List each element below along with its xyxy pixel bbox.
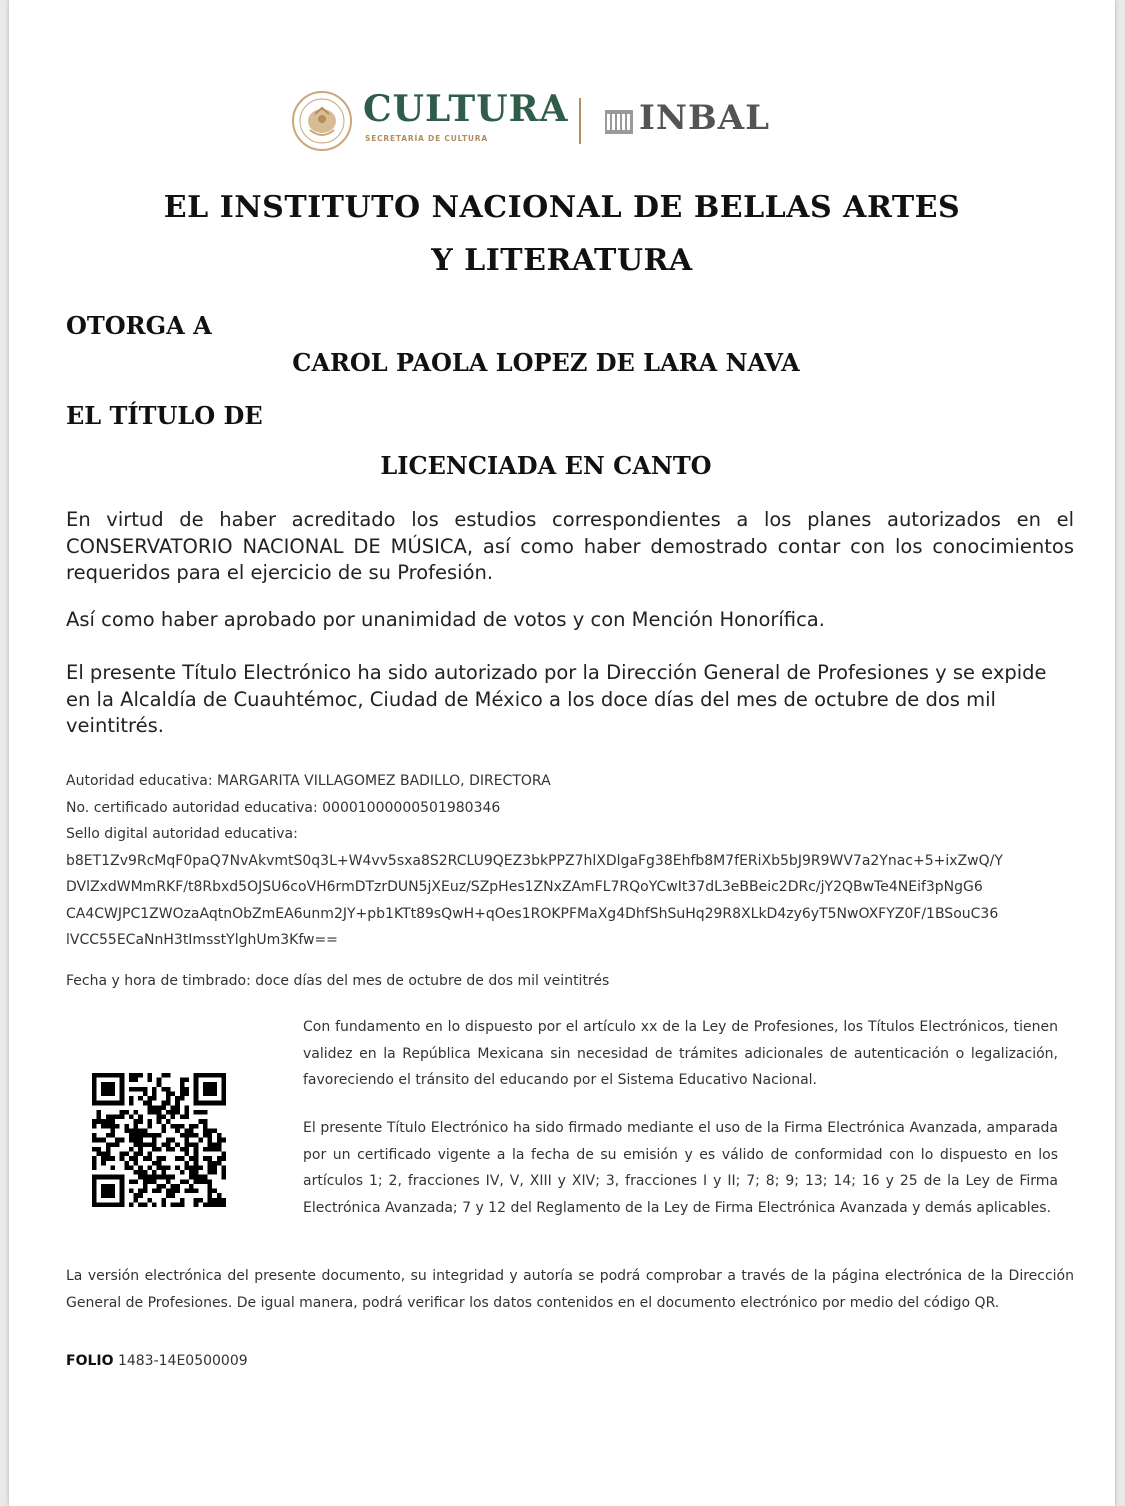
authority-metadata bbox=[66, 768, 1076, 954]
digital-seal-label: Sello digital autoridad educativa: bbox=[66, 826, 298, 842]
cultura-wordmark: CULTURA bbox=[363, 88, 569, 130]
title-line-1: EL INSTITUTO NACIONAL DE BELLAS ARTES bbox=[163, 190, 961, 225]
paragraph-mention: Así como haber aprobado por unanimidad de votos y con Mención Honorífica. bbox=[66, 608, 825, 631]
recipient-name: CAROL PAOLA LOPEZ DE LARA NAVA bbox=[292, 348, 800, 377]
folio bbox=[66, 1353, 248, 1369]
folio-label: FOLIO bbox=[66, 1353, 114, 1369]
mexico-seal-icon bbox=[291, 90, 353, 152]
paragraph-studies: En virtud de haber acreditado los estudios correspondientes a los planes autorizados en el CONSERVATORIO NACIONAL DE MÚSICA, así como haber demostrado contar con los conocimientos requeridos para el ejercicio de su Profesión. bbox=[66, 508, 1074, 584]
header-logo bbox=[291, 86, 791, 156]
verification-note: La versión electrónica del presente documento, su integridad y autoría se podrá comprobar a través de la página electrónica de la Dirección General de Profesiones. De igual manera, podrá verificar los datos contenidos en el documento electrónico por medio del código QR. bbox=[66, 1268, 1074, 1311]
title-line-2: Y LITERATURA bbox=[431, 243, 693, 278]
digital-seal-line: b8ET1Zv9RcMqF0paQ7NvAkvmtS0q3L+W4vv5sxa8S2RCLU9QEZ3bkPPZ7hlXDlgaFg38Ehfb8M7fERiXb5bJ9R9WV7a2Ynac+5+ixZwQ/Y bbox=[66, 852, 1003, 869]
legal-signature: El presente Título Electrónico ha sido firmado mediante el uso de la Firma Electrónica Avanzada, amparada por un certificado vigente a la fecha de su emisión y es válido de conformidad con lo dispuesto en los artículos 1; 2, fracciones IV, V, XIII y XIV; 3, fracciones I y II; 7; 8; 9; 13; 14; 16 y 25 de la Ley de Firma Electrónica Avanzada; 7 y 12 del Reglamento de la Ley de Firma Electrónica Avanzada y demás aplicables. bbox=[303, 1120, 1058, 1216]
logo-divider bbox=[579, 98, 581, 144]
legal-validity: Con fundamento en lo dispuesto por el artículo xx de la Ley de Profesiones, los Títulos Electrónicos, tienen validez en la República Mexicana sin necesidad de trámites adicionales de autenticación o legalización, favoreciendo el tránsito del educando por el Sistema Educativo Nacional. bbox=[303, 1019, 1058, 1088]
otorga-label: OTORGA A bbox=[66, 311, 212, 340]
paragraph-authorization: El presente Título Electrónico ha sido autorizado por la Dirección General de Profesiones y se expide en la Alcaldía de Cuauhtémoc, Ciudad de México a los doce días del mes de octubre de dos mil veintitrés. bbox=[66, 661, 1047, 737]
certificate-page bbox=[9, 0, 1115, 1506]
authority-name: Autoridad educativa: MARGARITA VILLAGOMEZ BADILLO, DIRECTORA bbox=[66, 773, 551, 789]
digital-seal-line: lVCC55ECaNnH3tImsstYlghUm3Kfw== bbox=[66, 932, 338, 948]
folio-number: 1483-14E0500009 bbox=[117, 1353, 248, 1369]
inbal-building-icon bbox=[605, 110, 633, 134]
digital-seal-line: CA4CWJPC1ZWOzaAqtnObZmEA6unm2JY+pb1KTt89sQwH+qOes1ROKPFMaXg4DhfShSuHq29R8XLkD4zy6yT5NwOXFYZ0F/1BSouC36 bbox=[66, 905, 999, 922]
titulo-label: EL TÍTULO DE bbox=[66, 401, 263, 430]
degree-name: LICENCIADA EN CANTO bbox=[380, 451, 712, 480]
inbal-wordmark: INBAL bbox=[639, 98, 771, 138]
certificate-number: No. certificado autoridad educativa: 00001000000501980346 bbox=[66, 799, 501, 816]
digital-seal-line: DVlZxdWMmRKF/t8Rbxd5OJSU6coVH6rmDTzrDUN5jXEuz/SZpHes1ZNxZAmFL7RQoYCwIt37dL3eBBeic2DRc/jY2QBwTe4NEif3pNgG6 bbox=[66, 879, 983, 895]
qr-code-icon[interactable] bbox=[92, 1073, 226, 1207]
stamp-date: Fecha y hora de timbrado: doce días del mes de octubre de dos mil veintitrés bbox=[66, 973, 610, 989]
cultura-subtitle: SECRETARÍA DE CULTURA bbox=[365, 134, 488, 143]
